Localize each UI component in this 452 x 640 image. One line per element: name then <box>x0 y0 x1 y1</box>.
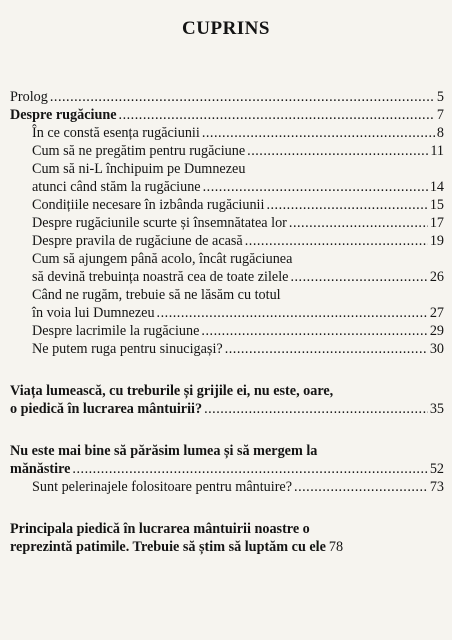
toc-entry-line <box>10 160 444 178</box>
dot-leader <box>225 340 428 358</box>
page-number: 35 <box>429 401 444 417</box>
page-number: 7 <box>436 107 444 123</box>
page-number: 29 <box>429 323 444 339</box>
section-title: Principala piedică în lucrarea mântuirii noastre o <box>10 521 310 537</box>
entry-title-continued: să devină trebuința noastră cea de toate zilele <box>32 269 289 285</box>
toc-section-line <box>10 442 444 460</box>
toc-section-entry <box>10 460 444 478</box>
page-number: 5 <box>436 89 444 105</box>
entry-title: Despre rugăciunile scurte și însemnătatea lor <box>32 215 287 231</box>
entry-title: Sunt pelerinajele folositoare pentru mântuire? <box>32 479 293 495</box>
entry-title: Ne putem ruga pentru sinucigași? <box>32 341 223 357</box>
toc-entry <box>10 178 444 196</box>
section-title-continued: mănăstire <box>10 461 71 477</box>
page-title: CUPRINS <box>182 18 270 39</box>
section-title-continued: reprezintă patimile. Trebuie să știm să luptăm cu ele <box>10 539 326 555</box>
dot-leader <box>203 178 428 196</box>
dot-leader <box>290 268 427 286</box>
dot-leader <box>266 196 427 214</box>
section-title: Nu este mai bine să părăsim lumea și să mergem la <box>10 443 318 459</box>
toc-entry <box>10 340 444 358</box>
entry-title: Despre pravila de rugăciune de acasă <box>32 233 243 249</box>
dot-leader <box>294 478 428 496</box>
section-spacer <box>10 358 444 382</box>
page-number: 26 <box>429 269 444 285</box>
entry-title: Despre lacrimile la rugăciune <box>32 323 200 339</box>
entry-title: Prolog <box>10 89 48 105</box>
page-number: 27 <box>429 305 444 321</box>
page-number: 19 <box>429 233 444 249</box>
section-title: Despre rugăciune <box>10 107 117 123</box>
entry-title: În ce constă esența rugăciunii <box>32 125 200 141</box>
toc-entry <box>10 88 444 106</box>
toc-entry <box>10 268 444 286</box>
dot-leader <box>245 232 428 250</box>
toc-section-entry <box>10 538 444 556</box>
section-title: Viața lumească, cu treburile și grijile ei, nu este, oare, <box>10 383 334 399</box>
page-number: 8 <box>436 125 444 141</box>
section-title-continued: o piedică în lucrarea mântuirii? <box>10 401 203 417</box>
section-spacer <box>10 418 444 442</box>
entry-title: Când ne rugăm, trebuie să ne lăsăm cu totul <box>32 287 281 303</box>
toc-entry-line <box>10 250 444 268</box>
toc-section-entry <box>10 400 444 418</box>
dot-leader <box>119 106 435 124</box>
toc-entry-line <box>10 286 444 304</box>
entry-title: Condițiile necesare în izbânda rugăciunii <box>32 197 265 213</box>
entry-title-continued: în voia lui Dumnezeu <box>32 305 155 321</box>
toc-entry <box>10 124 444 142</box>
entry-title: Cum să ne pregătim pentru rugăciune <box>32 143 246 159</box>
toc-section-line <box>10 520 444 538</box>
toc-entry <box>10 214 444 232</box>
dot-leader <box>157 304 428 322</box>
entry-title-continued: atunci când stăm la rugăciune <box>32 179 201 195</box>
toc-entry <box>10 304 444 322</box>
entry-title: Cum să ajungem până acolo, încât rugăciunea <box>32 251 293 267</box>
section-spacer <box>10 496 444 520</box>
dot-leader <box>247 142 428 160</box>
toc-section-entry <box>10 106 444 124</box>
page-number: 14 <box>429 179 444 195</box>
page-number: 52 <box>429 461 444 477</box>
dot-leader <box>204 400 428 418</box>
dot-leader <box>289 214 428 232</box>
toc-entry <box>10 196 444 214</box>
toc-entry <box>10 322 444 340</box>
toc-entry <box>10 232 444 250</box>
dot-leader <box>202 124 435 142</box>
toc-entry <box>10 478 444 496</box>
page-number: 30 <box>429 341 444 357</box>
page-number: 78 <box>328 539 344 555</box>
table-of-contents <box>10 88 444 556</box>
page-number: 11 <box>430 143 444 159</box>
page-number: 73 <box>429 479 444 495</box>
dot-leader <box>50 88 435 106</box>
entry-title: Cum să ni-L închipuim pe Dumnezeu <box>32 161 246 177</box>
dot-leader <box>72 460 427 478</box>
page-number: 15 <box>429 197 444 213</box>
toc-entry <box>10 142 444 160</box>
dot-leader <box>201 322 427 340</box>
toc-section-line <box>10 382 444 400</box>
page-number: 17 <box>429 215 444 231</box>
